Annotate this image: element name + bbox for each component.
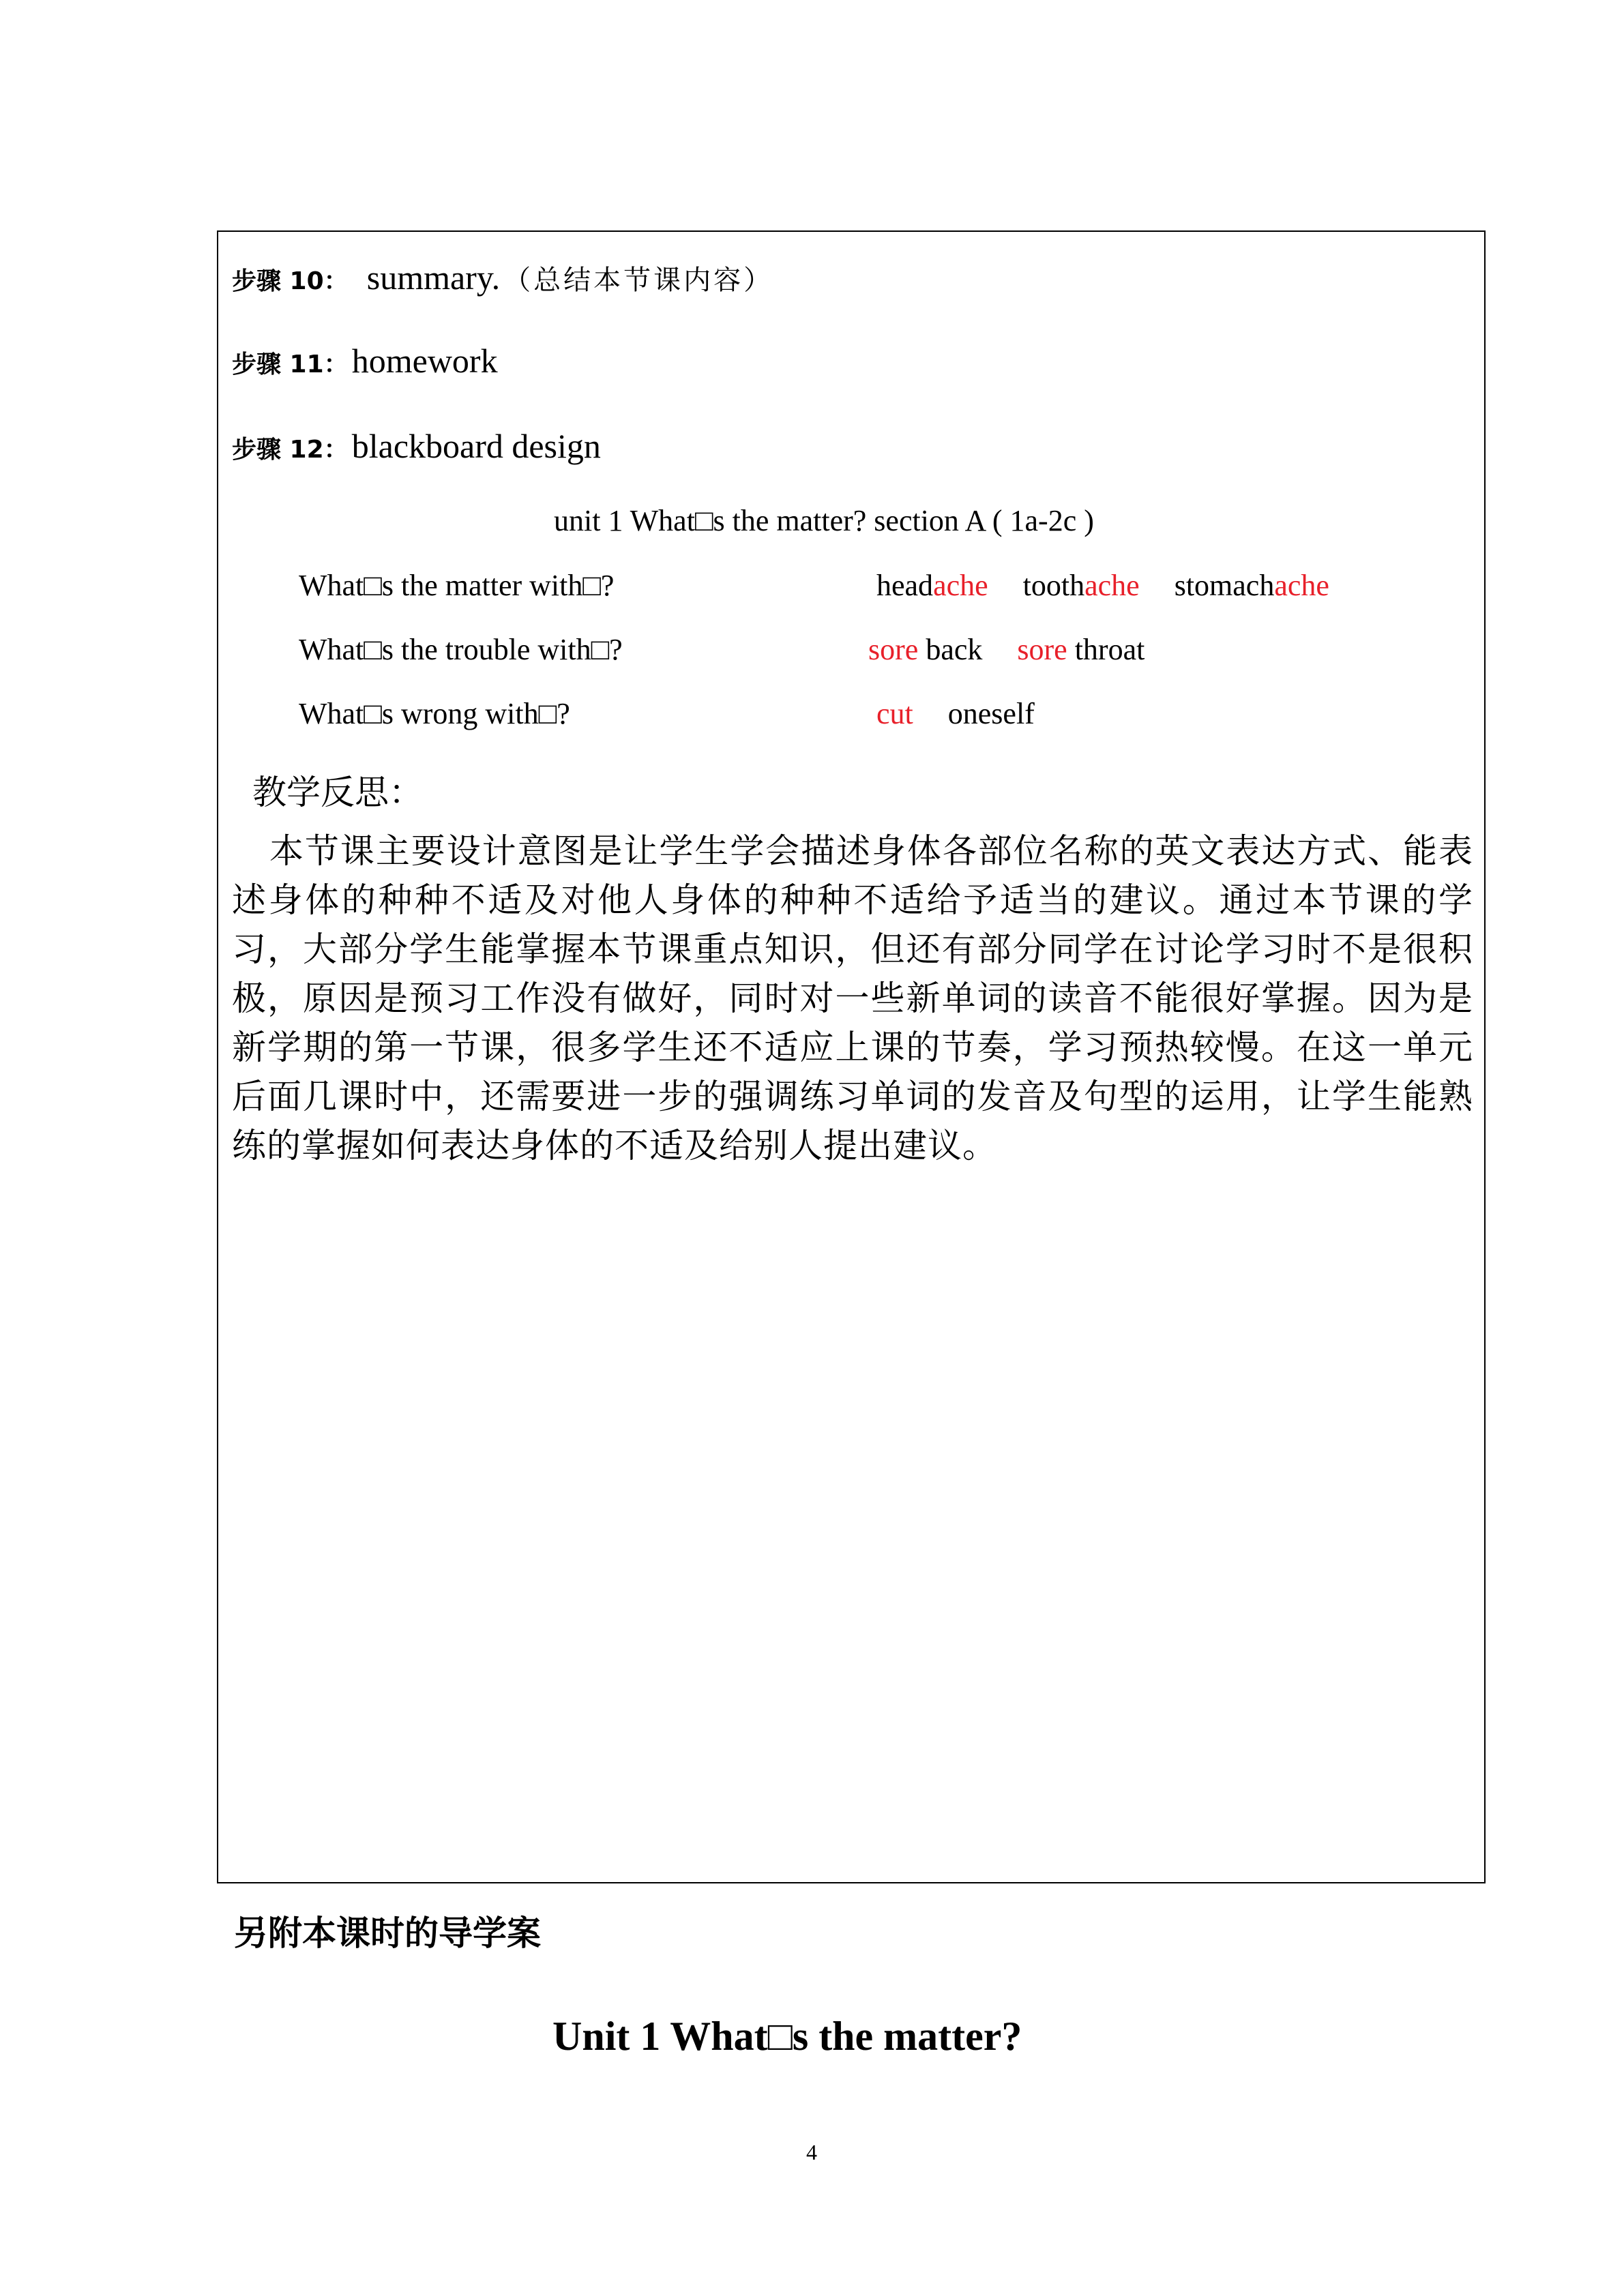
step-12 <box>232 426 601 466</box>
page-number: 4 <box>806 2140 817 2164</box>
word-oneself: oneself <box>947 697 1035 730</box>
reflection-title: 教学反思： <box>252 773 423 812</box>
word-stomach: stomach <box>1174 569 1275 602</box>
step-11-text: homework <box>351 342 498 380</box>
step-10 <box>232 258 773 297</box>
step-10-note: （总结本节课内容） <box>503 265 774 296</box>
board-question-3: What□s wrong with□? <box>299 697 570 730</box>
word-sore-2: sore <box>1017 633 1067 666</box>
unit-title: Unit 1 What□s the matter? <box>552 2014 1022 2059</box>
word-tooth: tooth <box>1022 569 1085 602</box>
word-ache-2: ache <box>1084 569 1140 602</box>
word-head: head <box>876 569 934 602</box>
word-cut: cut <box>876 697 913 730</box>
reflection-body: 本节课主要设计意图是让学生学会描述身体各部位名称的英文表达方式、能表述身体的种种不适及对他人身体的种种不适给予适当的建议。通过本节课的学习，大部分学生能掌握本节课重点知识，但还有部分同学在讨论学习时不是很积极，原因是预习工作没有做好，同时对一些新单词的读音不能很好掌握。因为是新学期的第一节课，很多学生还不适应上课的节奏，学习预热较慢。在这一单元后面几课时中，还需要进一步的强调练习单词的发音及句型的运用，让学生能熟练的掌握如何表达身体的不适及给别人提出建议。 <box>232 831 1473 1165</box>
word-throat: throat <box>1074 633 1145 666</box>
step-10-text: summary. <box>366 258 501 297</box>
step-10-label: 步骤 10： <box>232 267 349 295</box>
board-question-2: What□s the trouble with□? <box>299 633 623 666</box>
word-sore-1: sore <box>868 633 919 666</box>
step-12-label: 步骤 12： <box>232 436 349 464</box>
word-ache-1: ache <box>933 569 988 602</box>
board-title: unit 1 What□s the matter? section A ( 1a-2c ) <box>554 504 1094 537</box>
board-words-row-1 <box>876 568 1329 603</box>
step-11 <box>232 341 498 381</box>
word-back: back <box>926 633 983 666</box>
board-question-1: What□s the matter with□? <box>299 569 615 602</box>
board-words-row-2 <box>868 632 1145 667</box>
step-12-text: blackboard design <box>351 427 601 465</box>
board-words-row-3 <box>876 696 1035 731</box>
appendix-heading: 另附本课时的导学案 <box>234 1913 541 1953</box>
step-11-label: 步骤 11： <box>232 351 349 378</box>
word-ache-3: ache <box>1274 569 1329 602</box>
